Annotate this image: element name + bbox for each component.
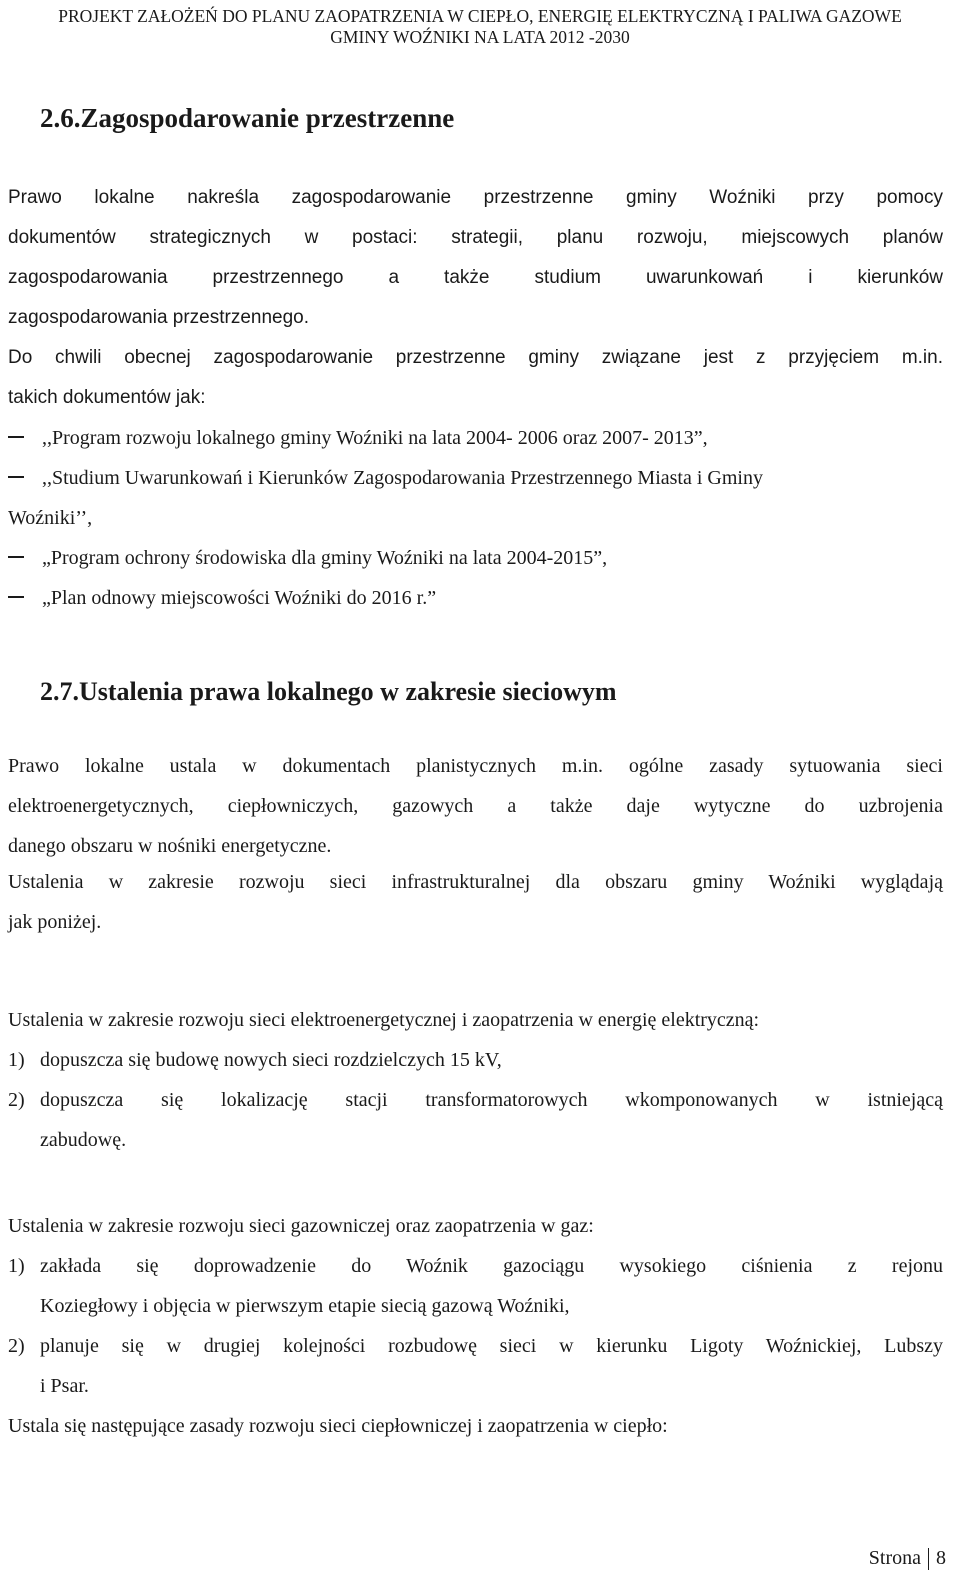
list-text: i Psar.	[40, 1375, 89, 1397]
page-label: Strona	[868, 1547, 921, 1569]
paragraph-prawo-lokalne	[8, 746, 943, 866]
list-number: 2)	[8, 1335, 25, 1357]
paragraph-zagospodarowanie	[8, 178, 943, 338]
list-text: dopuszcza się lokalizację stacji transformatorowych wkomponowanych w istniejącą	[40, 1089, 943, 1111]
paragraph-ustalenia	[8, 862, 943, 942]
section-heading-2-6	[40, 102, 454, 134]
dash-bullet-icon	[8, 556, 24, 558]
paragraph-line: takich dokumentów jak:	[8, 387, 206, 408]
list-item: ,,Program rozwoju lokalnego gminy Woźniki na lata 2004- 2006 oraz 2007- 2013”,	[8, 418, 708, 458]
paragraph-line: Do chwili obecnej zagospodarowanie przestrzenne gminy związane jest z przyjęciem m.in.	[8, 347, 943, 368]
section-number: 2.7.	[40, 677, 79, 706]
paragraph-line: Prawo lokalne nakreśla zagospodarowanie przestrzenne gminy Woźniki przy pomocy	[8, 187, 943, 208]
header-line-1: PROJEKT ZAŁOŻEŃ DO PLANU ZAOPATRZENIA W CIEPŁO, ENERGIĘ ELEKTRYCZNĄ I PALIWA GAZOWE	[58, 6, 902, 26]
paragraph-line: Ustalenia w zakresie rozwoju sieci infrastrukturalnej dla obszaru gminy Woźniki wyglądają	[8, 871, 943, 893]
page-number: 8	[936, 1547, 946, 1569]
section-title: Zagospodarowanie przestrzenne	[80, 103, 455, 133]
paragraph-line: Ustalenia w zakresie rozwoju sieci elektroenergetycznej i zaopatrzenia w energię elektryczną:	[8, 1009, 760, 1031]
list-text: zabudowę.	[40, 1129, 127, 1151]
list-text: zakłada się doprowadzenie do Woźnik gazociągu wysokiego ciśnienia z rejonu	[40, 1255, 943, 1277]
section-heading-2-7	[40, 676, 617, 708]
paragraph-line: elektroenergetycznych, ciepłowniczych, gazowych a także daje wytyczne do uzbrojenia	[8, 795, 943, 817]
paragraph-line: zagospodarowania przestrzennego a także studium uwarunkowań i kierunków	[8, 267, 943, 288]
list-text: Koziegłowy i objęcia w pierwszym etapie siecią gazową Woźniki,	[40, 1295, 570, 1317]
list-item: ,,Studium Uwarunkowań i Kierunków Zagospodarowania Przestrzennego Miasta i Gminy	[8, 458, 943, 498]
dash-bullet-icon	[8, 436, 24, 438]
dash-bullet-icon	[8, 596, 24, 598]
paragraph-line: Ustalenia w zakresie rozwoju sieci gazowniczej oraz zaopatrzenia w gaz:	[8, 1215, 594, 1237]
paragraph-electric-intro	[8, 1000, 943, 1040]
list-text: planuje się w drugiej kolejności rozbudowę sieci w kierunku Ligoty Woźnickiej, Lubszy	[40, 1335, 943, 1357]
document-header	[0, 6, 960, 48]
paragraph-line: danego obszaru w nośniki energetyczne.	[8, 835, 332, 857]
header-line-2: GMINY WOŹNIKI NA LATA 2012 -2030	[330, 27, 630, 47]
paragraph-line: jak poniżej.	[8, 911, 102, 933]
list-number: 1)	[8, 1049, 25, 1071]
page-footer	[869, 1546, 946, 1570]
list-item: „Plan odnowy miejscowości Woźniki do 2016 r.”	[8, 578, 436, 618]
section-title: Ustalenia prawa lokalnego w zakresie sieciowym	[79, 677, 617, 706]
divider	[928, 1548, 929, 1570]
list-item: „Program ochrony środowiska dla gminy Woźniki na lata 2004-2015”,	[8, 538, 607, 578]
paragraph-dokumenty	[8, 338, 943, 418]
list-item-continuation: Woźniki’’,	[8, 507, 93, 529]
dash-bullet-icon	[8, 476, 24, 478]
paragraph-line: dokumentów strategicznych w postaci: strategii, planu rozwoju, miejscowych planów	[8, 227, 943, 248]
list-text: dopuszcza się budowę nowych sieci rozdzielczych 15 kV,	[40, 1049, 502, 1071]
list-number: 2)	[8, 1089, 25, 1111]
list-number: 1)	[8, 1255, 25, 1277]
paragraph-line: zagospodarowania przestrzennego.	[8, 307, 310, 328]
paragraph-line: Prawo lokalne ustala w dokumentach planistycznych m.in. ogólne zasady sytuowania sieci	[8, 755, 943, 777]
paragraph-line: Ustala się następujące zasady rozwoju sieci ciepłowniczej i zaopatrzenia w ciepło:	[8, 1415, 668, 1437]
paragraph-heat-intro	[8, 1406, 943, 1446]
paragraph-gas-intro	[8, 1206, 943, 1246]
section-number: 2.6.	[40, 103, 81, 133]
